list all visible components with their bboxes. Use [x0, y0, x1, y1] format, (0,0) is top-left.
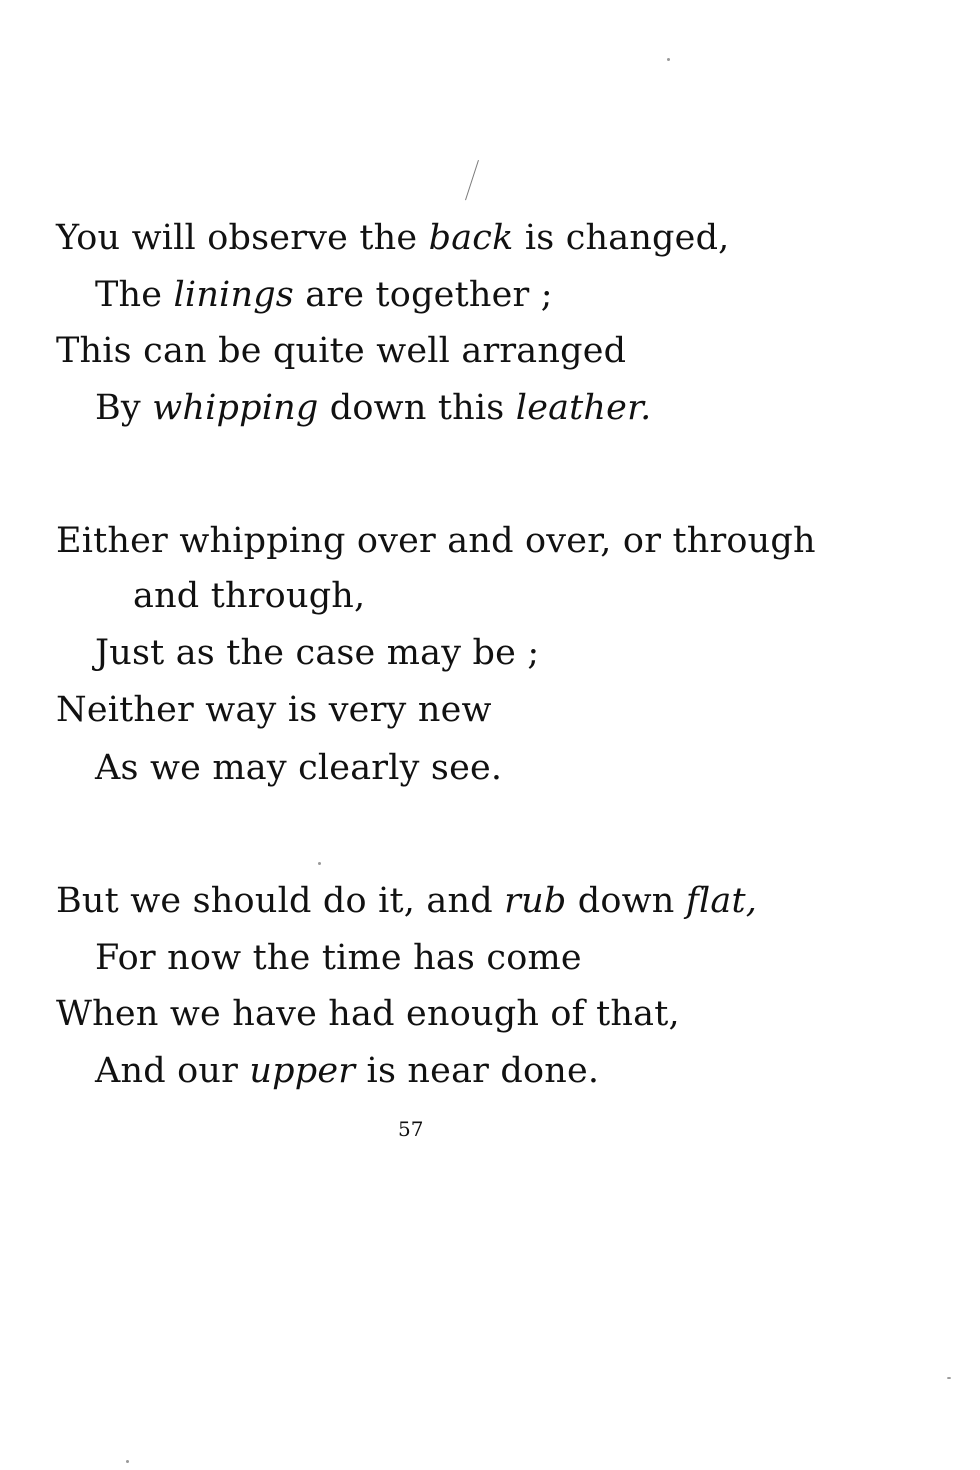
poem-line [95, 748, 502, 788]
line-text: This can be quite well arranged [56, 331, 627, 371]
line-text: But we should do it, and [56, 881, 505, 921]
italic-word: back [428, 218, 514, 258]
line-text: By [95, 388, 153, 428]
poem-line [56, 218, 730, 258]
poem-line [56, 881, 757, 921]
line-text: is changed, [513, 218, 730, 258]
line-text: As we may clearly see. [95, 748, 503, 788]
scan-speck [947, 1377, 951, 1379]
line-text: Either whipping over and over, or through [56, 521, 816, 561]
poem-line [56, 521, 816, 561]
line-text: down [566, 881, 686, 921]
italic-word: leather. [515, 388, 652, 428]
scan-speck [318, 862, 321, 865]
italic-word: upper [249, 1051, 356, 1091]
poem-line [95, 1051, 599, 1091]
line-text: down this [318, 388, 516, 428]
poem-line [95, 633, 539, 673]
line-text: The [95, 275, 174, 315]
line-text: And our [95, 1051, 250, 1091]
line-text: is near done. [355, 1051, 600, 1091]
line-text: Neither way is very new [56, 690, 492, 730]
poem-line [133, 576, 365, 616]
scan-speck [667, 58, 670, 61]
line-text: and through, [133, 576, 366, 616]
scan-speck [126, 1460, 129, 1463]
italic-word: rub [504, 881, 567, 921]
poem-line [95, 938, 582, 978]
line-text: are together ; [293, 275, 553, 315]
poem-line [95, 275, 553, 315]
poem-line [56, 331, 626, 371]
poem-line [95, 388, 652, 428]
scan-scratch [465, 160, 479, 200]
line-text: You will observe the [56, 218, 429, 258]
line-text: For now the time has come [95, 938, 582, 978]
line-text: When we have had enough of that, [56, 994, 680, 1034]
poem-line [56, 690, 492, 730]
page-number: 57 [398, 1117, 424, 1141]
poem-line [56, 994, 680, 1034]
line-text: Just as the case may be ; [95, 633, 540, 673]
italic-word: whipping [152, 388, 319, 428]
italic-word: flat, [685, 881, 758, 921]
italic-word: linings [173, 275, 294, 315]
